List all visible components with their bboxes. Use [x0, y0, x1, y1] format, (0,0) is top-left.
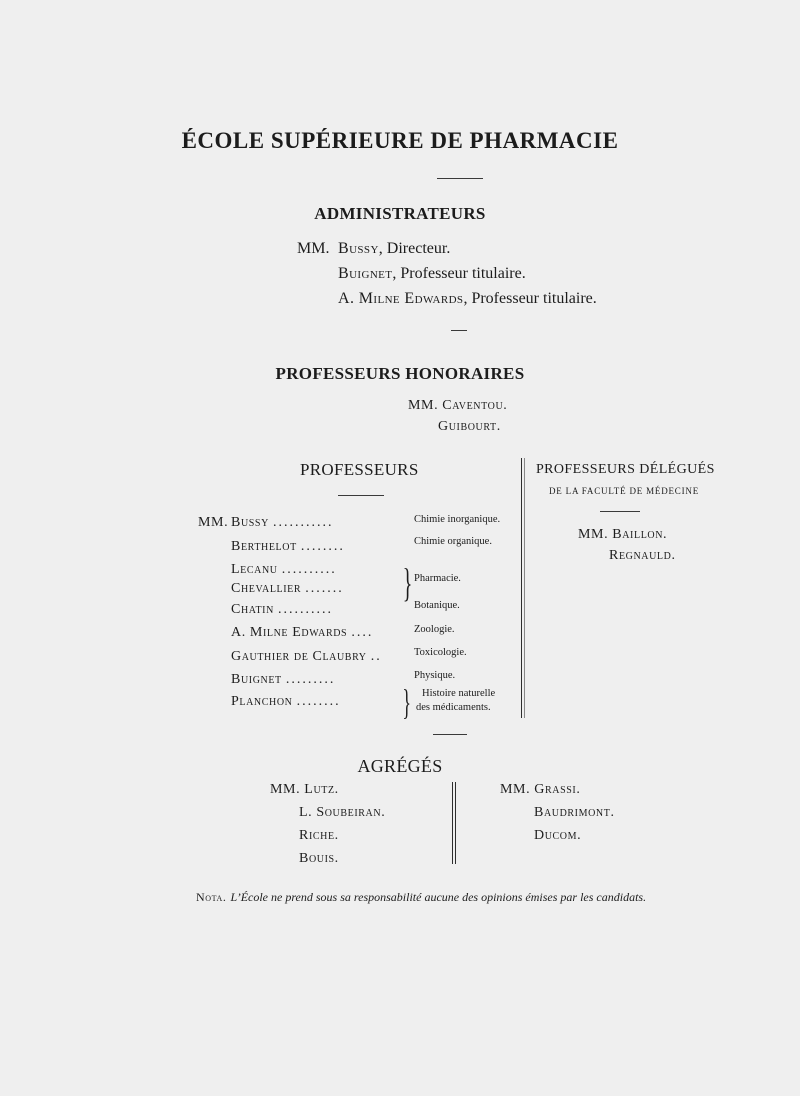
professor-subject: Pharmacie. — [414, 573, 461, 584]
administrator-row — [338, 265, 526, 283]
agrege-name: Baudrimont. — [534, 805, 615, 820]
administrator-name: Buignet — [338, 265, 393, 282]
professor-name: A. Milne Edwards — [231, 625, 348, 640]
leader-dots: .. — [370, 649, 382, 664]
delegates-subheading: DE LA FACULTÉ DE MÉDECINE — [549, 486, 699, 496]
agrege-name: MM. Lutz. — [270, 782, 339, 797]
professor-row — [231, 539, 345, 555]
brace-symbol: } — [402, 682, 411, 722]
column-divider — [524, 458, 525, 718]
nota-label: Nota. — [196, 890, 227, 904]
professor-row — [231, 515, 334, 531]
agreges-divider — [455, 782, 456, 864]
agreges-divider — [452, 782, 453, 864]
administrator-name: A. Milne Edwards — [338, 290, 464, 307]
professor-subject: Zoologie. — [414, 624, 455, 635]
professor-row — [231, 672, 335, 688]
professor-subject: Chimie inorganique. — [414, 514, 501, 525]
agrege-name: Riche. — [299, 828, 339, 843]
leader-dots: ........... — [273, 515, 334, 530]
page-title: ÉCOLE SUPÉRIEURE DE PHARMACIE — [181, 128, 619, 153]
professors-prefix: MM. — [198, 515, 229, 530]
delegate-name: Regnauld. — [609, 548, 676, 563]
professor-subject: Botanique. — [414, 600, 460, 611]
professor-name: Bussy — [231, 515, 269, 530]
agrege-name: Bouis. — [299, 851, 339, 866]
administrator-row — [338, 290, 597, 308]
delegate-name: MM. Baillon. — [578, 527, 668, 542]
agreges-rule — [433, 734, 467, 735]
agrege-name: L. Soubeiran. — [299, 805, 386, 820]
professor-name: Chatin — [231, 602, 274, 617]
professor-subject: Chimie organique. — [414, 536, 492, 547]
administrators-heading: ADMINISTRATEURS — [314, 204, 486, 223]
professor-row — [231, 649, 382, 665]
honorary-heading: PROFESSEURS HONORAIRES — [275, 364, 525, 383]
nota-note — [196, 888, 646, 906]
delegates-heading: PROFESSEURS DÉLÉGUÉS — [536, 462, 715, 477]
professor-name: Planchon — [231, 694, 293, 709]
professors-rule — [338, 495, 384, 496]
professor-row — [231, 694, 341, 710]
brace-symbol: } — [402, 560, 413, 605]
professor-row — [231, 625, 373, 641]
administrator-role: , Professeur titulaire. — [392, 265, 526, 282]
professor-name: Berthelot — [231, 539, 297, 554]
agrege-name: MM. Grassi. — [500, 782, 581, 797]
professor-name: Chevallier — [231, 581, 302, 596]
column-divider — [521, 458, 522, 718]
leader-dots: .......... — [281, 562, 337, 577]
leader-dots: .......... — [278, 602, 334, 617]
honorary-name: MM. Caventou. — [408, 398, 508, 413]
delegates-rule — [600, 511, 640, 512]
leader-dots: ......... — [285, 672, 336, 687]
administrators-rule — [451, 330, 467, 331]
professor-name: Buignet — [231, 672, 282, 687]
agreges-heading: AGRÉGÉS — [357, 756, 443, 776]
professor-row — [231, 562, 337, 578]
administrator-row — [338, 240, 450, 258]
leader-dots: ....... — [305, 581, 344, 596]
leader-dots: .... — [351, 625, 374, 640]
professor-subject: Physique. — [414, 670, 456, 681]
professor-subject: des médicaments. — [416, 702, 491, 713]
professor-subject: Toxicologie. — [414, 647, 467, 658]
title-rule — [437, 178, 483, 179]
professor-row — [231, 602, 333, 618]
agrege-name: Ducom. — [534, 828, 582, 843]
administrators-prefix: MM. — [297, 240, 330, 257]
honorary-name: Guibourt. — [438, 419, 501, 434]
professor-row — [231, 581, 344, 597]
leader-dots: ........ — [300, 539, 345, 554]
professor-name: Lecanu — [231, 562, 278, 577]
professor-subject: Histoire naturelle — [422, 688, 496, 699]
professor-name: Gauthier de Claubry — [231, 649, 367, 664]
leader-dots: ........ — [296, 694, 341, 709]
administrator-role: , Directeur. — [378, 240, 451, 257]
administrator-role: , Professeur titulaire. — [463, 290, 597, 307]
administrator-name: Bussy — [338, 240, 379, 257]
professors-heading: PROFESSEURS — [300, 460, 419, 479]
nota-text: L’École ne prend sous sa responsabilité aucune des opinions émises par les candidats. — [230, 890, 647, 904]
